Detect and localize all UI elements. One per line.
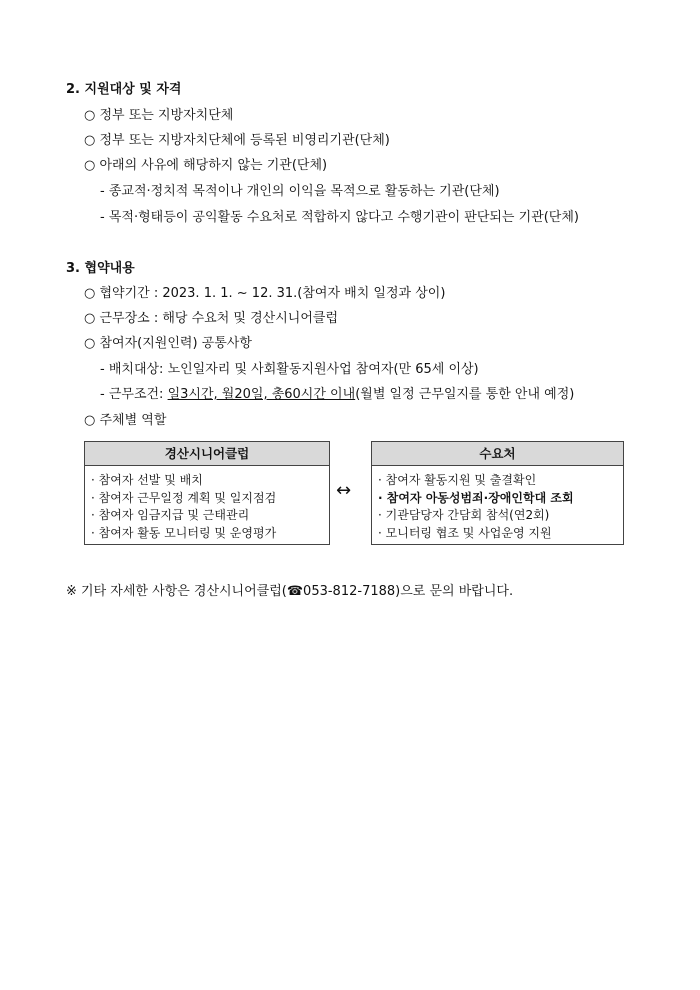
section2-item-2: ○ 정부 또는 지방자치단체에 등록된 비영리기관(단체) [84,133,390,148]
section2-item-1: ○ 정부 또는 지방자치단체 [84,108,234,123]
work-conditions-prefix: - 근무조건: [100,387,168,402]
work-conditions [100,387,574,403]
roles-heading: ○ 주체별 역할 [84,413,167,428]
demand-org-box-body [372,466,623,542]
senior-club-box [84,441,330,545]
section3-title: 3. 협약내용 [66,261,135,276]
placement-target: - 배치대상: 노인일자리 및 사회활동지원사업 참여자(만 65세 이상) [100,362,479,377]
section2-subitem-1: - 종교적·정치적 목적이나 개인의 이익을 목적으로 활동하는 기관(단체) [100,184,500,199]
senior-club-role: · 참여자 근무일정 계획 및 일지점검 [91,490,277,505]
common-matters: ○ 참여자(지원인력) 공통사항 [84,336,252,351]
demand-org-role: · 기관담당자 간담회 참석(연2회) [378,508,550,522]
senior-club-role: · 참여자 활동 모니터링 및 운영평가 [91,525,277,540]
bidirectional-arrow-icon: ↔ [336,480,352,501]
senior-club-box-body [85,466,329,542]
work-conditions-suffix: (월별 일정 근무일지를 통한 안내 예정) [355,387,575,402]
demand-org-role: · 참여자 활동지원 및 출결확인 [378,473,537,487]
senior-club-role: · 참여자 임금지급 및 근태관리 [91,508,250,522]
work-conditions-underlined: 일3시간, 월20일, 총60시간 이내 [167,387,356,402]
senior-club-box-title: 경산시니어클럽 [85,442,329,466]
section2-item-3: ○ 아래의 사유에 해당하지 않는 기관(단체) [84,158,328,173]
demand-org-box [371,441,624,545]
demand-org-box-title: 수요처 [372,442,623,466]
senior-club-role: · 참여자 선발 및 배치 [91,473,203,487]
demand-org-role: · 모니터링 협조 및 사업운영 지원 [378,525,552,540]
section2-title: 2. 지원대상 및 자격 [66,82,182,97]
demand-org-role: · 참여자 아동성범죄·장애인학대 조회 [378,490,574,505]
agreement-period: ○ 협약기간 : 2023. 1. 1. ~ 12. 31.(참여자 배치 일정과 상이) [84,286,446,301]
work-place: ○ 근무장소 : 해당 수요처 및 경산시니어클럽 [84,311,339,326]
contact-note: ※ 기타 자세한 사항은 경산시니어클럽(☎053-812-7188)으로 문의 바랍니다. [66,584,514,599]
section2-subitem-2: - 목적·형태등이 공익활동 수요처로 적합하지 않다고 수행기관이 판단되는 기관(단체) [100,210,579,225]
